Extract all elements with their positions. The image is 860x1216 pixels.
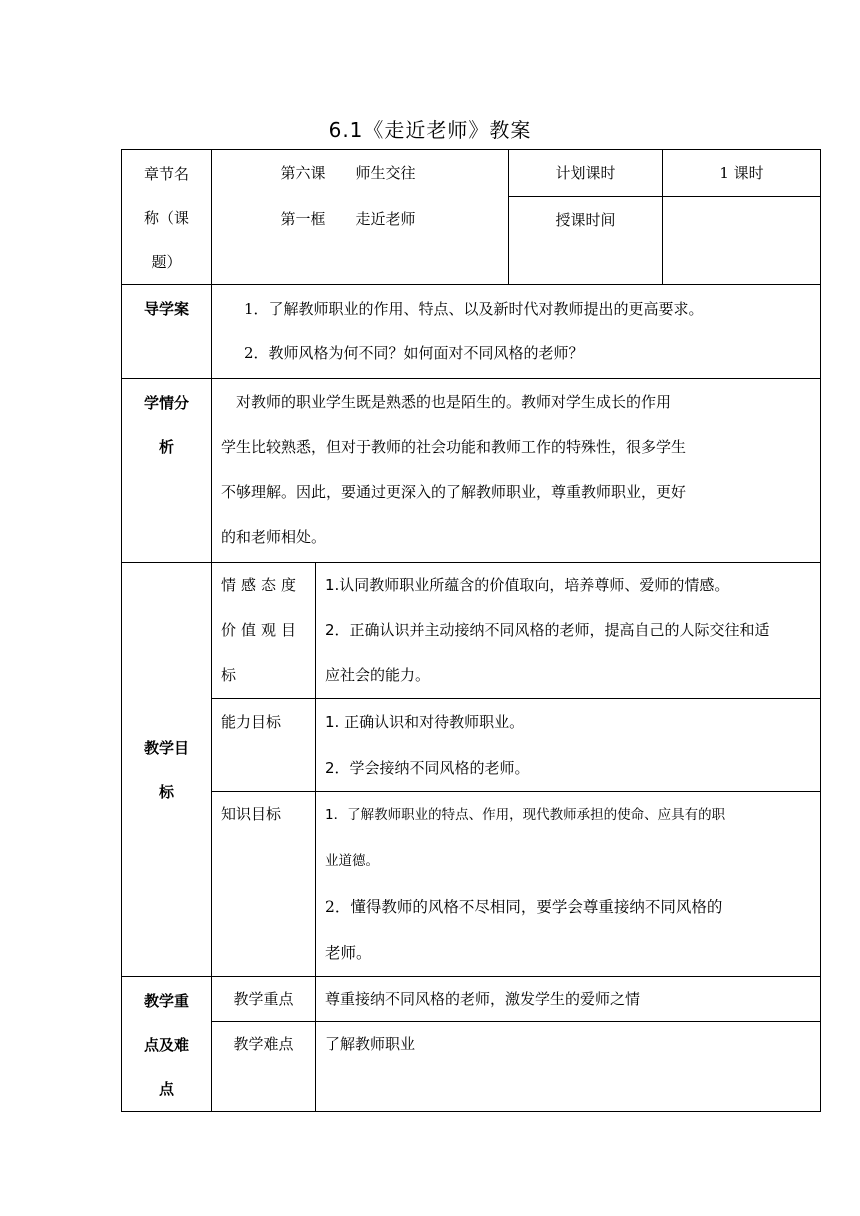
guide-label: 导学案 <box>122 285 212 379</box>
focus-value: 尊重接纳不同风格的老师，激发学生的爱师之情 <box>316 977 821 1022</box>
difficulty-value: 了解教师职业 <box>316 1022 821 1112</box>
emotion-objective-content <box>316 563 821 699</box>
emotion-label-line: 情感态度 <box>221 576 302 594</box>
ability-objective-label: 能力目标 <box>212 699 316 792</box>
guide-item: 1．了解教师职业的作用、特点、以及新时代对教师提出的更高要求。 <box>244 300 704 318</box>
keypoints-label-cell <box>122 977 212 1112</box>
chapter-label-cell <box>122 150 212 285</box>
lesson-plan-table <box>121 149 821 1112</box>
keypoints-label-line: 教学重 <box>143 992 189 1010</box>
chapter-label-line: 称（课 <box>143 209 189 227</box>
planned-hours-value: 1 课时 <box>663 150 821 197</box>
guide-item: 2．教师风格为何不同？如何面对不同风格的老师？ <box>244 344 584 362</box>
knowledge-objective-label: 知识目标 <box>212 792 316 977</box>
keypoints-label-line: 点 <box>158 1080 174 1098</box>
analysis-line: 对教师的职业学生既是熟悉的也是陌生的。教师对学生成长的作用 <box>221 393 672 411</box>
ability-objective-content <box>316 699 821 792</box>
keypoints-label-line: 点及难 <box>143 1036 189 1054</box>
page-title: 6.1《走近老师》教案 <box>328 118 532 142</box>
ability-line: 1. 正确认识和对待教师职业。 <box>325 713 525 731</box>
objectives-label-line: 标 <box>158 782 174 801</box>
analysis-line: 不够理解。因此，要通过更深入的了解教师职业，尊重教师职业，更好 <box>221 483 687 501</box>
emotion-label-line: 价值观目 <box>221 621 302 639</box>
ability-line: 2．学会接纳不同风格的老师。 <box>325 759 530 777</box>
objectives-label-cell <box>122 563 212 977</box>
teaching-time-value <box>663 197 821 285</box>
lesson-line-2: 第一框 走近老师 <box>280 210 416 228</box>
emotion-label-line: 标 <box>221 666 242 684</box>
knowledge-line: 1．了解教师职业的特点、作用，现代教师承担的使命、应具有的职 <box>325 807 726 823</box>
analysis-label-line: 学情分 <box>143 394 189 412</box>
lesson-line-1: 第六课 师生交往 <box>280 164 416 182</box>
chapter-label-line: 题） <box>151 253 182 271</box>
analysis-line: 学生比较熟悉，但对于教师的社会功能和教师工作的特殊性，很多学生 <box>221 438 687 456</box>
emotion-line: 应社会的能力。 <box>325 666 431 684</box>
knowledge-line: 2．懂得教师的风格不尽相同，要学会尊重接纳不同风格的 <box>325 898 723 916</box>
emotion-line: 2．正确认识并主动接纳不同风格的老师，提高自己的人际交往和适 <box>325 621 770 639</box>
emotion-objective-label <box>212 563 316 699</box>
analysis-content <box>212 379 821 563</box>
chapter-label-line: 章节名 <box>143 165 189 183</box>
emotion-line: 1.认同教师职业所蕴含的价值取向，培养尊师、爱师的情感。 <box>325 576 730 594</box>
guide-content <box>212 285 821 379</box>
lesson-title-cell <box>212 150 509 285</box>
analysis-line: 的和老师相处。 <box>221 528 327 546</box>
knowledge-line: 老师。 <box>325 944 372 962</box>
teaching-time-label: 授课时间 <box>509 197 663 285</box>
objectives-label-line: 教学目 <box>143 738 189 757</box>
focus-label: 教学重点 <box>212 977 316 1022</box>
knowledge-line: 业道德。 <box>325 853 379 869</box>
analysis-label-line: 析 <box>158 438 174 456</box>
planned-hours-label: 计划课时 <box>509 150 663 197</box>
difficulty-label: 教学难点 <box>212 1022 316 1112</box>
analysis-label-cell <box>122 379 212 563</box>
knowledge-objective-content <box>316 792 821 977</box>
